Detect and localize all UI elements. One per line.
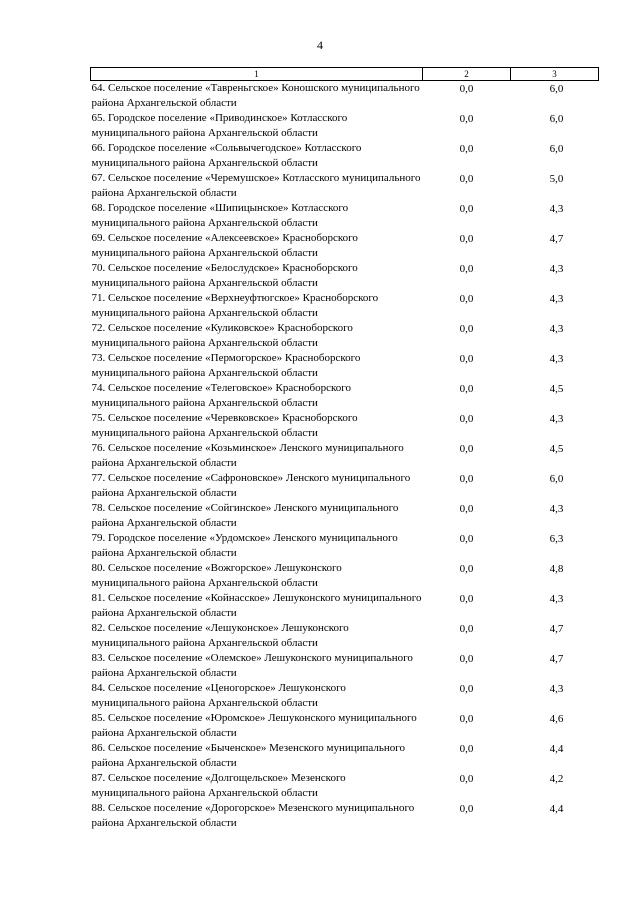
column-header-1: 1 xyxy=(91,68,423,81)
table-row xyxy=(91,621,599,651)
settlement-name-cell: 78. Сельское поселение «Сойгинское» Ленского муниципального района Архангельской области xyxy=(91,502,399,529)
settlement-name-cell: 86. Сельское поселение «Быченское» Мезенского муниципального района Архангельской области xyxy=(91,742,405,769)
value-col2-cell: 0,0 xyxy=(459,773,474,785)
value-col2-cell: 0,0 xyxy=(459,173,474,185)
settlement-name-cell: 73. Сельское поселение «Пермогорское» Красноборского муниципального района Архангельской области xyxy=(91,352,361,379)
value-col3-cell: 4,3 xyxy=(549,593,564,605)
settlement-name-cell: 77. Сельское поселение «Сафроновское» Ленского муниципального района Архангельской области xyxy=(91,472,411,499)
settlement-name-cell: 84. Сельское поселение «Ценогорское» Лешуконского муниципального района Архангельской области xyxy=(91,682,346,709)
table-row xyxy=(91,561,599,591)
settlement-name-cell: 70. Сельское поселение «Белослудское» Красноборского муниципального района Архангельской области xyxy=(91,262,358,289)
value-col3-cell: 4,3 xyxy=(549,503,564,515)
value-col3-cell: 6,3 xyxy=(549,533,564,545)
value-col3-cell: 4,6 xyxy=(549,713,564,725)
value-col2-cell: 0,0 xyxy=(459,323,474,335)
value-col2-cell: 0,0 xyxy=(459,743,474,755)
value-col2-cell: 0,0 xyxy=(459,473,474,485)
value-col2-cell: 0,0 xyxy=(459,353,474,365)
value-col2-cell: 0,0 xyxy=(459,293,474,305)
value-col2-cell: 0,0 xyxy=(459,263,474,275)
value-col2-cell: 0,0 xyxy=(459,383,474,395)
table-row xyxy=(91,201,599,231)
table-row xyxy=(91,531,599,561)
data-table xyxy=(90,67,599,831)
value-col2-cell: 0,0 xyxy=(459,623,474,635)
column-header-2: 2 xyxy=(423,68,511,81)
settlement-name-cell: 81. Сельское поселение «Койнасское» Лешуконского муниципального района Архангельской области xyxy=(91,592,422,619)
table-row xyxy=(91,141,599,171)
value-col2-cell: 0,0 xyxy=(459,143,474,155)
value-col2-cell: 0,0 xyxy=(459,803,474,815)
value-col2-cell: 0,0 xyxy=(459,683,474,695)
value-col2-cell: 0,0 xyxy=(459,203,474,215)
table-row xyxy=(91,591,599,621)
table-row xyxy=(91,351,599,381)
value-col3-cell: 4,3 xyxy=(549,413,564,425)
value-col3-cell: 6,0 xyxy=(549,83,564,95)
table-row xyxy=(91,321,599,351)
value-col3-cell: 4,2 xyxy=(549,773,564,785)
settlement-name-cell: 65. Городское поселение «Приводинское» Котласского муниципального района Архангельской области xyxy=(91,112,348,139)
settlement-name-cell: 72. Сельское поселение «Куликовское» Красноборского муниципального района Архангельской области xyxy=(91,322,353,349)
value-col2-cell: 0,0 xyxy=(459,83,474,95)
value-col3-cell: 4,3 xyxy=(549,323,564,335)
table-row xyxy=(91,171,599,201)
table-row xyxy=(91,501,599,531)
table-body xyxy=(91,81,599,832)
settlement-name-cell: 88. Сельское поселение «Дорогорское» Мезенского муниципального района Архангельской области xyxy=(91,802,415,829)
value-col3-cell: 4,3 xyxy=(549,353,564,365)
settlement-name-cell: 76. Сельское поселение «Козьминское» Ленского муниципального района Архангельской области xyxy=(91,442,404,469)
table-row xyxy=(91,81,599,112)
value-col3-cell: 4,5 xyxy=(549,383,564,395)
settlement-name-cell: 82. Сельское поселение «Лешуконское» Лешуконского муниципального района Архангельской области xyxy=(91,622,349,649)
value-col3-cell: 5,0 xyxy=(549,173,564,185)
table-row xyxy=(91,801,599,831)
value-col2-cell: 0,0 xyxy=(459,113,474,125)
value-col2-cell: 0,0 xyxy=(459,563,474,575)
settlement-name-cell: 80. Сельское поселение «Вожгорское» Лешуконского муниципального района Архангельской области xyxy=(91,562,342,589)
table-row xyxy=(91,711,599,741)
value-col2-cell: 0,0 xyxy=(459,533,474,545)
settlement-name-cell: 69. Сельское поселение «Алексеевское» Красноборского муниципального района Архангельской области xyxy=(91,232,358,259)
settlement-name-cell: 67. Сельское поселение «Черемушское» Котласского муниципального района Архангельской области xyxy=(91,172,421,199)
table-row xyxy=(91,441,599,471)
settlement-name-cell: 74. Сельское поселение «Телеговское» Красноборского муниципального района Архангельской области xyxy=(91,382,351,409)
settlement-name-cell: 71. Сельское поселение «Верхнеуфтюгское» Красноборского муниципального района Архангельской области xyxy=(91,292,379,319)
table-row xyxy=(91,741,599,771)
table-row xyxy=(91,411,599,441)
value-col3-cell: 4,7 xyxy=(549,623,564,635)
settlement-name-cell: 83. Сельское поселение «Олемское» Лешуконского муниципального района Архангельской области xyxy=(91,652,413,679)
table-row xyxy=(91,111,599,141)
value-col2-cell: 0,0 xyxy=(459,503,474,515)
table-row xyxy=(91,651,599,681)
value-col2-cell: 0,0 xyxy=(459,593,474,605)
value-col3-cell: 6,0 xyxy=(549,473,564,485)
settlement-name-cell: 85. Сельское поселение «Юромское» Лешуконского муниципального района Архангельской области xyxy=(91,712,417,739)
value-col3-cell: 4,7 xyxy=(549,653,564,665)
value-col2-cell: 0,0 xyxy=(459,413,474,425)
value-col3-cell: 4,3 xyxy=(549,203,564,215)
settlement-name-cell: 68. Городское поселение «Шипицынское» Котласского муниципального района Архангельской области xyxy=(91,202,349,229)
table-row xyxy=(91,471,599,501)
value-col3-cell: 4,5 xyxy=(549,443,564,455)
value-col3-cell: 4,3 xyxy=(549,293,564,305)
table-row xyxy=(91,291,599,321)
settlement-name-cell: 64. Сельское поселение «Тавреньгское» Коношского муниципального района Архангельской области xyxy=(91,82,420,109)
value-col2-cell: 0,0 xyxy=(459,443,474,455)
value-col3-cell: 6,0 xyxy=(549,143,564,155)
settlement-name-cell: 87. Сельское поселение «Долгощельское» Мезенского муниципального района Архангельской области xyxy=(91,772,346,799)
value-col3-cell: 6,0 xyxy=(549,113,564,125)
settlement-name-cell: 79. Городское поселение «Урдомское» Ленского муниципального района Архангельской области xyxy=(91,532,398,559)
table-header-row xyxy=(91,68,599,81)
value-col2-cell: 0,0 xyxy=(459,713,474,725)
table-row xyxy=(91,381,599,411)
value-col3-cell: 4,7 xyxy=(549,233,564,245)
table-row xyxy=(91,261,599,291)
table-row xyxy=(91,771,599,801)
value-col3-cell: 4,8 xyxy=(549,563,564,575)
value-col3-cell: 4,4 xyxy=(549,743,564,755)
settlement-name-cell: 66. Городское поселение «Сольвычегодское» Котласского муниципального района Архангельской области xyxy=(91,142,362,169)
value-col2-cell: 0,0 xyxy=(459,233,474,245)
value-col2-cell: 0,0 xyxy=(459,653,474,665)
value-col3-cell: 4,3 xyxy=(549,683,564,695)
table-row xyxy=(91,681,599,711)
settlement-name-cell: 75. Сельское поселение «Черевковское» Красноборского муниципального района Архангельской области xyxy=(91,412,358,439)
table-row xyxy=(91,231,599,261)
value-col3-cell: 4,4 xyxy=(549,803,564,815)
page-number: 4 xyxy=(317,38,323,52)
value-col3-cell: 4,3 xyxy=(549,263,564,275)
column-header-3: 3 xyxy=(511,68,599,81)
